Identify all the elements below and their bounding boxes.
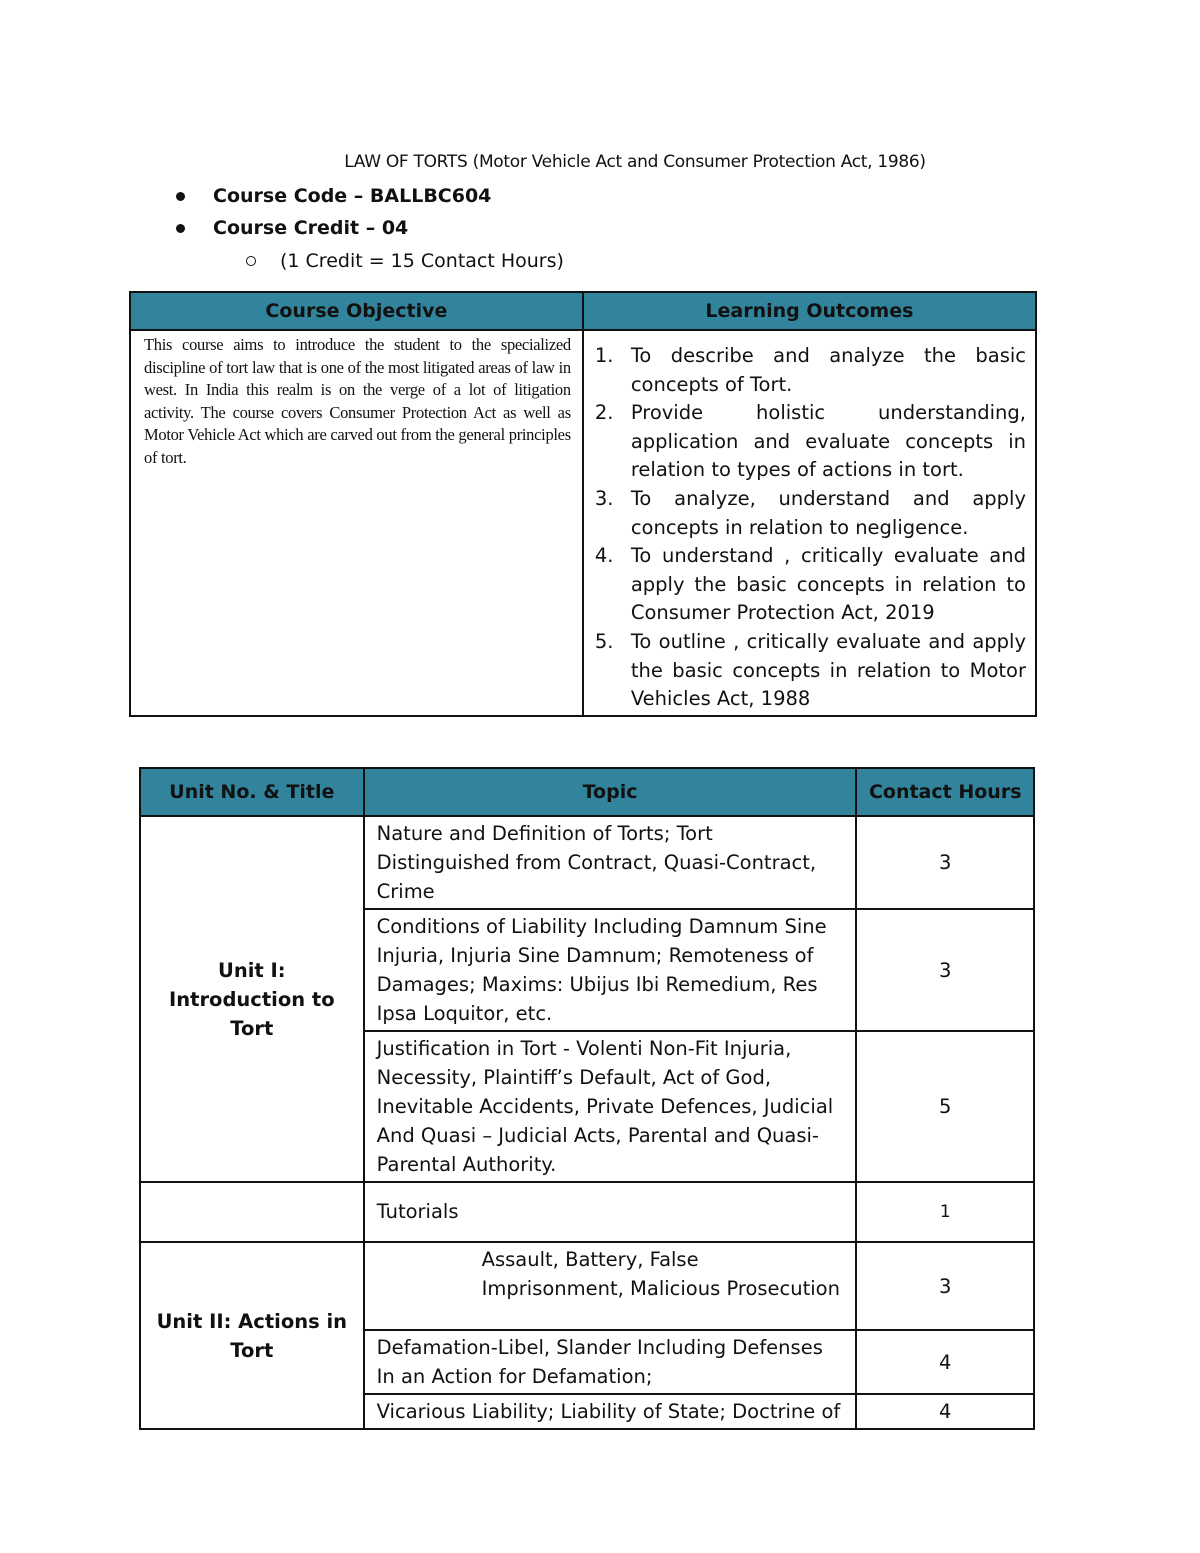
course-credit-item [172,212,491,244]
bullet-icon [176,224,185,233]
unit-title: Unit I: Introduction to Tort [140,816,364,1182]
hours-cell: 3 [856,1242,1034,1330]
outcome-text: To outline , critically evaluate and apply the basic concepts in relation to Motor Vehicles Act, 1988 [630,629,1026,711]
course-code-item [172,180,491,212]
learning-outcomes-header: Learning Outcomes [583,292,1036,330]
units-header-row [140,768,1034,816]
objective-text: This course aims to introduce the student to the specialized discipline of tort law that is one of the most litigated areas of law in west. In India this realm is on the verge of a lot of litigation activity. The course covers Consumer Protection Act as well as Motor Vehicle Act which are carved out from the general principles of tort. [144,335,571,467]
objective-cell [130,330,583,716]
outcome-number: 4. [594,544,614,568]
topic-cell: Nature and Definition of Torts; Tort Distinguished from Contract, Quasi-Contract, Crime [364,816,857,909]
objectives-body-row [130,330,1036,716]
outcome-item [595,542,1026,628]
hours-cell: 3 [856,909,1034,1031]
page-title: LAW OF TORTS (Motor Vehicle Act and Consumer Protection Act, 1986) [344,152,926,172]
objectives-table [129,291,1037,717]
table-row [140,1182,1034,1242]
hours-header: Contact Hours [856,768,1034,816]
topic-cell: Assault, Battery, False Imprisonment, Malicious Prosecution [364,1242,857,1330]
topic-cell: Vicarious Liability; Liability of State; Doctrine of [364,1394,857,1429]
outcomes-cell [583,330,1036,716]
unit-title: Unit II: Actions in Tort [140,1242,364,1429]
outcome-text: To understand , critically evaluate and apply the basic concepts in relation to Consumer Protection Act, 2019 [630,544,1026,625]
outcome-item [595,485,1026,542]
credit-note-item [246,246,564,276]
course-code: Course Code – BALLBC604 [213,185,492,207]
hours-cell: 4 [856,1330,1034,1394]
topic-cell: Justification in Tort - Volenti Non-Fit Injuria, Necessity, Plaintiff’s Default, Act of God, Inevitable Accidents, Private Defences, Judicial And Quasi – Judicial Acts, Parental and Quasi-Parental Authority. [364,1031,857,1182]
objectives-header-row [130,292,1036,330]
outcome-text: To describe and analyze the basic concepts of Tort. [630,344,1026,396]
outcome-item [595,399,1026,485]
hours-cell: 5 [856,1031,1034,1182]
bullet-icon [176,192,185,201]
outcome-number: 5. [594,629,614,653]
credit-note: (1 Credit = 15 Contact Hours) [280,250,564,272]
outcome-item [595,342,1026,399]
topic-cell: Conditions of Liability Including Damnum Sine Injuria, Injuria Sine Damnum; Remoteness of Damages; Maxims: Ubijus Ibi Remedium, Res Ipsa Loquitor, etc. [364,909,857,1031]
outcome-item [595,628,1026,714]
circle-bullet-icon [246,256,256,266]
outcome-number: 3. [594,486,614,510]
outcome-text: To analyze, understand and apply concepts in relation to negligence. [630,486,1026,539]
topic-cell: Tutorials [364,1182,857,1242]
outcome-number: 1. [594,344,614,367]
topic-header: Topic [364,768,857,816]
table-row [140,816,1034,909]
units-table [139,767,1035,1430]
empty-unit-cell [140,1182,364,1242]
outcomes-list [585,332,1034,714]
unit-header: Unit No. & Title [140,768,364,816]
hours-cell: 3 [856,816,1034,909]
hours-cell: 1 [856,1182,1034,1242]
course-info-list [172,180,491,244]
outcome-text: Provide holistic understanding, application and evaluate concepts in relation to types of actions in tort. [630,401,1026,482]
course-credit: Course Credit – 04 [213,217,409,239]
hours-cell: 4 [856,1394,1034,1429]
table-row [140,1242,1034,1330]
outcome-number: 2. [594,401,614,425]
topic-cell: Defamation-Libel, Slander Including Defenses In an Action for Defamation; [364,1330,857,1394]
course-objective-header: Course Objective [130,292,583,330]
